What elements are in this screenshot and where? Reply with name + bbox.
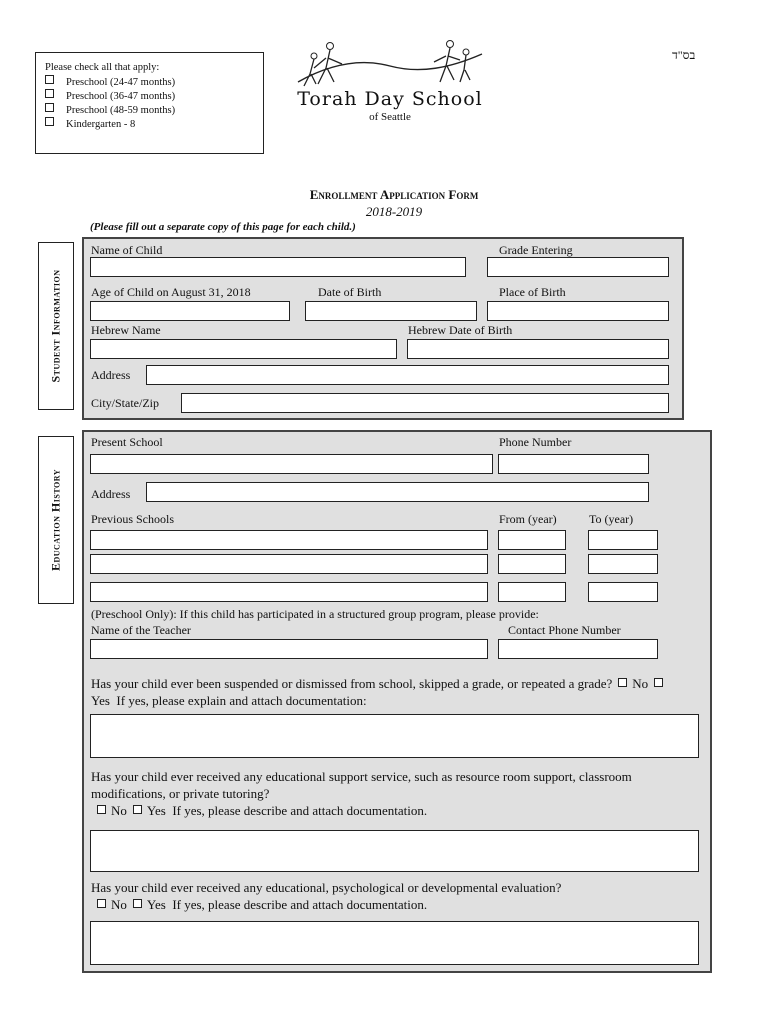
checklist-item-preschool-36-47[interactable]: Preschool (36-47 months) [45,89,175,103]
school-address-field[interactable] [146,482,649,502]
yes-checkbox[interactable] [654,678,663,687]
student-information-side-label: Student Information [38,242,74,410]
question-support-service: Has your child ever received any educational support service, such as resource room support, classroom modifications, or private tutoring? No Yes If yes, please describe and attach documentation. [91,769,632,818]
age-label: Age of Child on August 31, 2018 [91,285,251,299]
school-logo [290,38,490,128]
previous-school-field[interactable] [90,582,488,602]
evaluation-description-field[interactable] [90,921,699,965]
no-checkbox[interactable] [618,678,627,687]
teacher-name-label: Name of the Teacher [91,623,191,637]
school-address-label: Address [91,487,131,501]
hebrew-name-label: Hebrew Name [91,323,161,337]
checklist-item-kindergarten-8[interactable]: Kindergarten - 8 [45,117,135,131]
place-of-birth-field[interactable] [487,301,669,321]
checkbox[interactable] [45,89,54,98]
form-title: Enrollment Application Form [309,187,479,202]
date-of-birth-label: Date of Birth [318,285,382,299]
checklist-title: Please check all that apply: [45,62,160,73]
to-year-field[interactable] [588,530,658,550]
name-of-child-label: Name of Child [91,243,163,257]
city-state-zip-field[interactable] [181,393,669,413]
grade-entering-label: Grade Entering [499,243,573,257]
from-year-label: From (year) [499,512,557,526]
date-of-birth-field[interactable] [305,301,477,321]
preschool-note: (Preschool Only): If this child has participated in a structured group program, please provide: [91,607,539,621]
present-school-label: Present School [91,435,163,449]
checklist-item-preschool-24-47[interactable]: Preschool (24-47 months) [45,75,175,89]
checkbox[interactable] [45,117,54,126]
school-location: of Seattle [369,111,411,123]
previous-school-field[interactable] [90,530,488,550]
from-year-field[interactable] [498,582,566,602]
no-checkbox[interactable] [97,805,106,814]
form-note: (Please fill out a separate copy of this page for each child.) [90,221,356,233]
name-of-child-field[interactable] [90,257,466,277]
program-checklist [35,52,264,154]
address-field[interactable] [146,365,669,385]
to-year-field[interactable] [588,554,658,574]
contact-phone-field[interactable] [498,639,658,659]
to-year-field[interactable] [588,582,658,602]
no-checkbox[interactable] [97,899,106,908]
age-field[interactable] [90,301,290,321]
form-year: 2018-2019 [365,204,423,219]
hebrew-date-of-birth-label: Hebrew Date of Birth [408,323,513,337]
address-label: Address [91,368,131,382]
place-of-birth-label: Place of Birth [499,285,566,299]
suspension-explanation-field[interactable] [90,714,699,758]
hebrew-name-field[interactable] [90,339,397,359]
phone-number-field[interactable] [498,454,649,474]
hebrew-mark: בס"ד [672,48,696,62]
present-school-field[interactable] [90,454,493,474]
school-name: Torah Day School [297,88,483,110]
support-service-description-field[interactable] [90,830,699,872]
hebrew-date-of-birth-field[interactable] [407,339,669,359]
previous-school-field[interactable] [90,554,488,574]
grade-entering-field[interactable] [487,257,669,277]
previous-schools-label: Previous Schools [91,512,175,526]
checkbox[interactable] [45,75,54,84]
checkbox[interactable] [45,103,54,112]
to-year-label: To (year) [589,512,634,526]
phone-number-label: Phone Number [499,435,572,449]
education-history-side-label: Education History [38,436,74,604]
yes-checkbox[interactable] [133,805,142,814]
teacher-name-field[interactable] [90,639,488,659]
question-evaluation: Has your child ever received any educational, psychological or developmental evaluation? No Yes If yes, please describe and attach documentation. [91,880,562,912]
from-year-field[interactable] [498,530,566,550]
from-year-field[interactable] [498,554,566,574]
city-state-zip-label: City/State/Zip [91,396,159,410]
yes-checkbox[interactable] [133,899,142,908]
question-suspended: Has your child ever been suspended or dismissed from school, skipped a grade, or repeated a grade? NoYes If yes, please explain and attach documentation: [91,675,686,709]
checklist-item-preschool-48-59[interactable]: Preschool (48-59 months) [45,103,175,117]
contact-phone-label: Contact Phone Number [508,623,621,637]
